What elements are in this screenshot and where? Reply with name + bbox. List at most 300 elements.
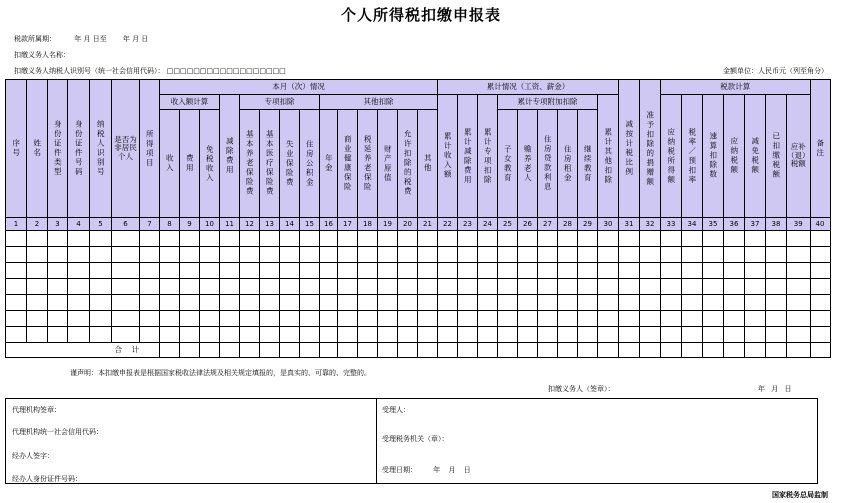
table-cell[interactable]: [478, 231, 498, 247]
table-cell[interactable]: [140, 247, 160, 263]
table-cell[interactable]: [578, 279, 598, 295]
table-cell[interactable]: [745, 231, 766, 247]
total-cell[interactable]: [578, 343, 598, 358]
table-cell[interactable]: [90, 231, 112, 247]
table-cell[interactable]: [280, 263, 300, 279]
total-cell[interactable]: [558, 343, 578, 358]
table-cell[interactable]: [140, 231, 160, 247]
table-cell[interactable]: [703, 263, 724, 279]
table-cell[interactable]: [378, 327, 398, 343]
table-cell[interactable]: [438, 263, 458, 279]
table-cell[interactable]: [358, 311, 378, 327]
total-cell[interactable]: [787, 343, 811, 358]
table-cell[interactable]: [598, 231, 619, 247]
table-cell[interactable]: [398, 279, 418, 295]
table-cell[interactable]: [260, 311, 280, 327]
table-cell[interactable]: [640, 247, 661, 263]
table-cell[interactable]: [498, 263, 518, 279]
table-cell[interactable]: [438, 295, 458, 311]
table-cell[interactable]: [703, 279, 724, 295]
total-cell[interactable]: [338, 343, 358, 358]
table-cell[interactable]: [538, 247, 558, 263]
table-cell[interactable]: [6, 231, 27, 247]
table-cell[interactable]: [787, 279, 811, 295]
table-cell[interactable]: [619, 231, 640, 247]
table-cell[interactable]: [538, 279, 558, 295]
table-cell[interactable]: [338, 263, 358, 279]
table-cell[interactable]: [240, 247, 260, 263]
table-cell[interactable]: [438, 327, 458, 343]
total-cell[interactable]: [200, 343, 220, 358]
table-cell[interactable]: [558, 247, 578, 263]
table-cell[interactable]: [200, 263, 220, 279]
table-cell[interactable]: [260, 327, 280, 343]
table-cell[interactable]: [598, 263, 619, 279]
table-cell[interactable]: [418, 327, 438, 343]
table-cell[interactable]: [458, 311, 478, 327]
table-cell[interactable]: [260, 247, 280, 263]
table-cell[interactable]: [180, 311, 200, 327]
table-cell[interactable]: [745, 263, 766, 279]
table-cell[interactable]: [538, 295, 558, 311]
total-cell[interactable]: [260, 343, 280, 358]
table-cell[interactable]: [558, 263, 578, 279]
table-cell[interactable]: [724, 263, 745, 279]
table-cell[interactable]: [458, 295, 478, 311]
table-cell[interactable]: [498, 279, 518, 295]
table-cell[interactable]: [338, 279, 358, 295]
table-cell[interactable]: [558, 231, 578, 247]
total-cell[interactable]: [640, 343, 661, 358]
table-cell[interactable]: [478, 279, 498, 295]
table-cell[interactable]: [661, 311, 682, 327]
table-cell[interactable]: [640, 279, 661, 295]
table-cell[interactable]: [661, 247, 682, 263]
table-cell[interactable]: [598, 311, 619, 327]
table-cell[interactable]: [68, 263, 90, 279]
total-cell[interactable]: [810, 343, 830, 358]
table-cell[interactable]: [140, 311, 160, 327]
table-cell[interactable]: [682, 311, 703, 327]
table-cell[interactable]: [398, 231, 418, 247]
table-cell[interactable]: [90, 279, 112, 295]
table-cell[interactable]: [724, 231, 745, 247]
table-cell[interactable]: [578, 295, 598, 311]
total-cell[interactable]: [703, 343, 724, 358]
table-cell[interactable]: [68, 279, 90, 295]
table-cell[interactable]: [598, 295, 619, 311]
table-cell[interactable]: [598, 247, 619, 263]
table-cell[interactable]: [220, 263, 240, 279]
table-cell[interactable]: [358, 231, 378, 247]
table-cell[interactable]: [619, 279, 640, 295]
table-cell[interactable]: [766, 231, 787, 247]
total-cell[interactable]: [220, 343, 240, 358]
table-cell[interactable]: [640, 263, 661, 279]
table-cell[interactable]: [787, 231, 811, 247]
table-cell[interactable]: [112, 279, 140, 295]
total-cell[interactable]: [160, 343, 180, 358]
total-cell[interactable]: [458, 343, 478, 358]
table-cell[interactable]: [338, 247, 358, 263]
table-cell[interactable]: [378, 279, 398, 295]
table-cell[interactable]: [240, 295, 260, 311]
table-cell[interactable]: [745, 327, 766, 343]
table-cell[interactable]: [240, 231, 260, 247]
table-cell[interactable]: [90, 311, 112, 327]
table-cell[interactable]: [180, 247, 200, 263]
table-cell[interactable]: [703, 311, 724, 327]
table-cell[interactable]: [140, 279, 160, 295]
table-cell[interactable]: [27, 311, 48, 327]
table-cell[interactable]: [48, 231, 68, 247]
table-cell[interactable]: [518, 231, 538, 247]
total-cell[interactable]: [280, 343, 300, 358]
table-cell[interactable]: [90, 247, 112, 263]
table-cell[interactable]: [200, 231, 220, 247]
table-cell[interactable]: [338, 311, 358, 327]
table-cell[interactable]: [518, 327, 538, 343]
total-cell[interactable]: [745, 343, 766, 358]
total-cell[interactable]: [438, 343, 458, 358]
table-cell[interactable]: [661, 263, 682, 279]
table-cell[interactable]: [140, 327, 160, 343]
table-cell[interactable]: [27, 327, 48, 343]
total-cell[interactable]: [478, 343, 498, 358]
table-cell[interactable]: [619, 263, 640, 279]
table-cell[interactable]: [358, 263, 378, 279]
table-cell[interactable]: [160, 311, 180, 327]
table-cell[interactable]: [378, 263, 398, 279]
table-cell[interactable]: [810, 279, 830, 295]
table-cell[interactable]: [724, 327, 745, 343]
table-cell[interactable]: [682, 231, 703, 247]
table-cell[interactable]: [260, 263, 280, 279]
table-cell[interactable]: [220, 311, 240, 327]
table-cell[interactable]: [640, 295, 661, 311]
table-cell[interactable]: [300, 295, 320, 311]
table-cell[interactable]: [300, 279, 320, 295]
total-cell[interactable]: [682, 343, 703, 358]
table-cell[interactable]: [378, 247, 398, 263]
table-cell[interactable]: [787, 327, 811, 343]
table-cell[interactable]: [398, 263, 418, 279]
table-cell[interactable]: [260, 295, 280, 311]
table-cell[interactable]: [558, 327, 578, 343]
table-cell[interactable]: [90, 263, 112, 279]
table-cell[interactable]: [745, 247, 766, 263]
table-cell[interactable]: [640, 327, 661, 343]
table-cell[interactable]: [498, 327, 518, 343]
table-cell[interactable]: [320, 279, 338, 295]
table-cell[interactable]: [703, 295, 724, 311]
table-cell[interactable]: [498, 295, 518, 311]
table-cell[interactable]: [378, 295, 398, 311]
table-cell[interactable]: [458, 327, 478, 343]
table-cell[interactable]: [418, 295, 438, 311]
table-cell[interactable]: [180, 231, 200, 247]
table-cell[interactable]: [320, 327, 338, 343]
table-cell[interactable]: [68, 295, 90, 311]
table-cell[interactable]: [358, 279, 378, 295]
table-cell[interactable]: [703, 247, 724, 263]
table-cell[interactable]: [619, 247, 640, 263]
table-cell[interactable]: [200, 327, 220, 343]
table-cell[interactable]: [810, 311, 830, 327]
table-cell[interactable]: [438, 279, 458, 295]
table-cell[interactable]: [498, 231, 518, 247]
table-cell[interactable]: [160, 247, 180, 263]
table-cell[interactable]: [745, 295, 766, 311]
table-cell[interactable]: [518, 247, 538, 263]
table-cell[interactable]: [180, 327, 200, 343]
table-cell[interactable]: [538, 231, 558, 247]
table-cell[interactable]: [6, 279, 27, 295]
table-cell[interactable]: [578, 231, 598, 247]
table-cell[interactable]: [160, 295, 180, 311]
table-cell[interactable]: [766, 311, 787, 327]
table-cell[interactable]: [300, 231, 320, 247]
table-cell[interactable]: [498, 311, 518, 327]
table-cell[interactable]: [6, 247, 27, 263]
table-cell[interactable]: [27, 263, 48, 279]
table-cell[interactable]: [703, 327, 724, 343]
table-cell[interactable]: [220, 247, 240, 263]
table-cell[interactable]: [160, 279, 180, 295]
table-cell[interactable]: [766, 279, 787, 295]
table-cell[interactable]: [398, 327, 418, 343]
table-cell[interactable]: [280, 247, 300, 263]
table-cell[interactable]: [438, 311, 458, 327]
table-cell[interactable]: [578, 311, 598, 327]
table-cell[interactable]: [260, 231, 280, 247]
table-cell[interactable]: [378, 231, 398, 247]
table-cell[interactable]: [280, 295, 300, 311]
table-cell[interactable]: [358, 295, 378, 311]
table-cell[interactable]: [200, 279, 220, 295]
table-cell[interactable]: [398, 247, 418, 263]
table-cell[interactable]: [6, 327, 27, 343]
table-cell[interactable]: [418, 263, 438, 279]
table-cell[interactable]: [810, 263, 830, 279]
table-cell[interactable]: [27, 295, 48, 311]
table-cell[interactable]: [112, 263, 140, 279]
table-cell[interactable]: [160, 263, 180, 279]
table-cell[interactable]: [661, 327, 682, 343]
table-cell[interactable]: [240, 327, 260, 343]
table-cell[interactable]: [27, 279, 48, 295]
table-cell[interactable]: [260, 279, 280, 295]
table-cell[interactable]: [220, 231, 240, 247]
table-cell[interactable]: [90, 295, 112, 311]
table-cell[interactable]: [766, 247, 787, 263]
table-cell[interactable]: [478, 263, 498, 279]
table-cell[interactable]: [280, 311, 300, 327]
table-cell[interactable]: [661, 279, 682, 295]
table-cell[interactable]: [518, 295, 538, 311]
table-cell[interactable]: [661, 231, 682, 247]
table-cell[interactable]: [810, 247, 830, 263]
table-cell[interactable]: [458, 279, 478, 295]
table-cell[interactable]: [518, 279, 538, 295]
table-cell[interactable]: [438, 247, 458, 263]
table-cell[interactable]: [48, 327, 68, 343]
table-cell[interactable]: [478, 247, 498, 263]
table-cell[interactable]: [598, 327, 619, 343]
table-cell[interactable]: [240, 263, 260, 279]
table-cell[interactable]: [578, 327, 598, 343]
table-cell[interactable]: [458, 231, 478, 247]
table-cell[interactable]: [300, 247, 320, 263]
total-cell[interactable]: [398, 343, 418, 358]
table-cell[interactable]: [240, 279, 260, 295]
table-cell[interactable]: [378, 311, 398, 327]
table-cell[interactable]: [27, 231, 48, 247]
table-cell[interactable]: [112, 247, 140, 263]
table-cell[interactable]: [558, 295, 578, 311]
table-cell[interactable]: [558, 279, 578, 295]
table-cell[interactable]: [398, 295, 418, 311]
total-cell[interactable]: [378, 343, 398, 358]
table-cell[interactable]: [6, 263, 27, 279]
table-cell[interactable]: [558, 311, 578, 327]
table-cell[interactable]: [810, 327, 830, 343]
table-cell[interactable]: [478, 327, 498, 343]
table-cell[interactable]: [724, 311, 745, 327]
table-cell[interactable]: [280, 279, 300, 295]
table-cell[interactable]: [68, 327, 90, 343]
table-cell[interactable]: [619, 311, 640, 327]
table-cell[interactable]: [724, 295, 745, 311]
table-cell[interactable]: [619, 327, 640, 343]
table-cell[interactable]: [6, 295, 27, 311]
total-cell[interactable]: [518, 343, 538, 358]
table-cell[interactable]: [787, 263, 811, 279]
total-cell[interactable]: [538, 343, 558, 358]
total-cell[interactable]: [724, 343, 745, 358]
table-cell[interactable]: [68, 311, 90, 327]
table-cell[interactable]: [48, 263, 68, 279]
table-cell[interactable]: [320, 295, 338, 311]
table-cell[interactable]: [518, 263, 538, 279]
table-cell[interactable]: [48, 279, 68, 295]
table-cell[interactable]: [320, 247, 338, 263]
table-cell[interactable]: [766, 295, 787, 311]
total-cell[interactable]: [418, 343, 438, 358]
table-cell[interactable]: [358, 247, 378, 263]
table-cell[interactable]: [180, 295, 200, 311]
table-cell[interactable]: [810, 295, 830, 311]
table-cell[interactable]: [140, 263, 160, 279]
table-cell[interactable]: [338, 327, 358, 343]
table-cell[interactable]: [498, 247, 518, 263]
table-cell[interactable]: [418, 311, 438, 327]
table-cell[interactable]: [640, 231, 661, 247]
table-cell[interactable]: [598, 279, 619, 295]
total-cell[interactable]: [766, 343, 787, 358]
table-cell[interactable]: [180, 279, 200, 295]
table-cell[interactable]: [787, 311, 811, 327]
table-cell[interactable]: [787, 247, 811, 263]
table-cell[interactable]: [766, 327, 787, 343]
table-cell[interactable]: [200, 295, 220, 311]
table-cell[interactable]: [724, 279, 745, 295]
table-cell[interactable]: [682, 279, 703, 295]
total-cell[interactable]: [498, 343, 518, 358]
table-cell[interactable]: [745, 311, 766, 327]
table-cell[interactable]: [578, 263, 598, 279]
table-cell[interactable]: [200, 311, 220, 327]
table-cell[interactable]: [320, 231, 338, 247]
total-cell[interactable]: [180, 343, 200, 358]
table-cell[interactable]: [6, 311, 27, 327]
total-cell[interactable]: [598, 343, 619, 358]
table-cell[interactable]: [48, 311, 68, 327]
total-cell[interactable]: [358, 343, 378, 358]
table-cell[interactable]: [538, 263, 558, 279]
table-cell[interactable]: [358, 327, 378, 343]
table-cell[interactable]: [640, 311, 661, 327]
table-cell[interactable]: [661, 295, 682, 311]
table-cell[interactable]: [300, 311, 320, 327]
table-cell[interactable]: [458, 247, 478, 263]
table-cell[interactable]: [320, 311, 338, 327]
table-cell[interactable]: [619, 295, 640, 311]
table-cell[interactable]: [48, 295, 68, 311]
table-cell[interactable]: [280, 327, 300, 343]
table-cell[interactable]: [478, 295, 498, 311]
table-cell[interactable]: [724, 247, 745, 263]
table-cell[interactable]: [418, 247, 438, 263]
table-cell[interactable]: [200, 247, 220, 263]
table-cell[interactable]: [478, 311, 498, 327]
table-cell[interactable]: [112, 231, 140, 247]
table-cell[interactable]: [140, 295, 160, 311]
table-cell[interactable]: [810, 231, 830, 247]
table-cell[interactable]: [220, 327, 240, 343]
table-cell[interactable]: [578, 247, 598, 263]
table-cell[interactable]: [220, 295, 240, 311]
table-cell[interactable]: [398, 311, 418, 327]
table-cell[interactable]: [418, 231, 438, 247]
table-cell[interactable]: [280, 231, 300, 247]
table-cell[interactable]: [682, 327, 703, 343]
table-cell[interactable]: [27, 247, 48, 263]
table-cell[interactable]: [160, 327, 180, 343]
table-cell[interactable]: [682, 295, 703, 311]
table-cell[interactable]: [703, 231, 724, 247]
total-cell[interactable]: [661, 343, 682, 358]
total-cell[interactable]: [300, 343, 320, 358]
table-cell[interactable]: [112, 295, 140, 311]
table-cell[interactable]: [458, 263, 478, 279]
table-cell[interactable]: [338, 295, 358, 311]
total-cell[interactable]: [619, 343, 640, 358]
table-cell[interactable]: [300, 327, 320, 343]
table-cell[interactable]: [787, 295, 811, 311]
total-cell[interactable]: [320, 343, 338, 358]
table-cell[interactable]: [745, 279, 766, 295]
total-cell[interactable]: [240, 343, 260, 358]
table-cell[interactable]: [338, 231, 358, 247]
table-cell[interactable]: [220, 279, 240, 295]
table-cell[interactable]: [320, 263, 338, 279]
table-cell[interactable]: [112, 327, 140, 343]
table-cell[interactable]: [90, 327, 112, 343]
table-cell[interactable]: [68, 247, 90, 263]
table-cell[interactable]: [180, 263, 200, 279]
table-cell[interactable]: [112, 311, 140, 327]
